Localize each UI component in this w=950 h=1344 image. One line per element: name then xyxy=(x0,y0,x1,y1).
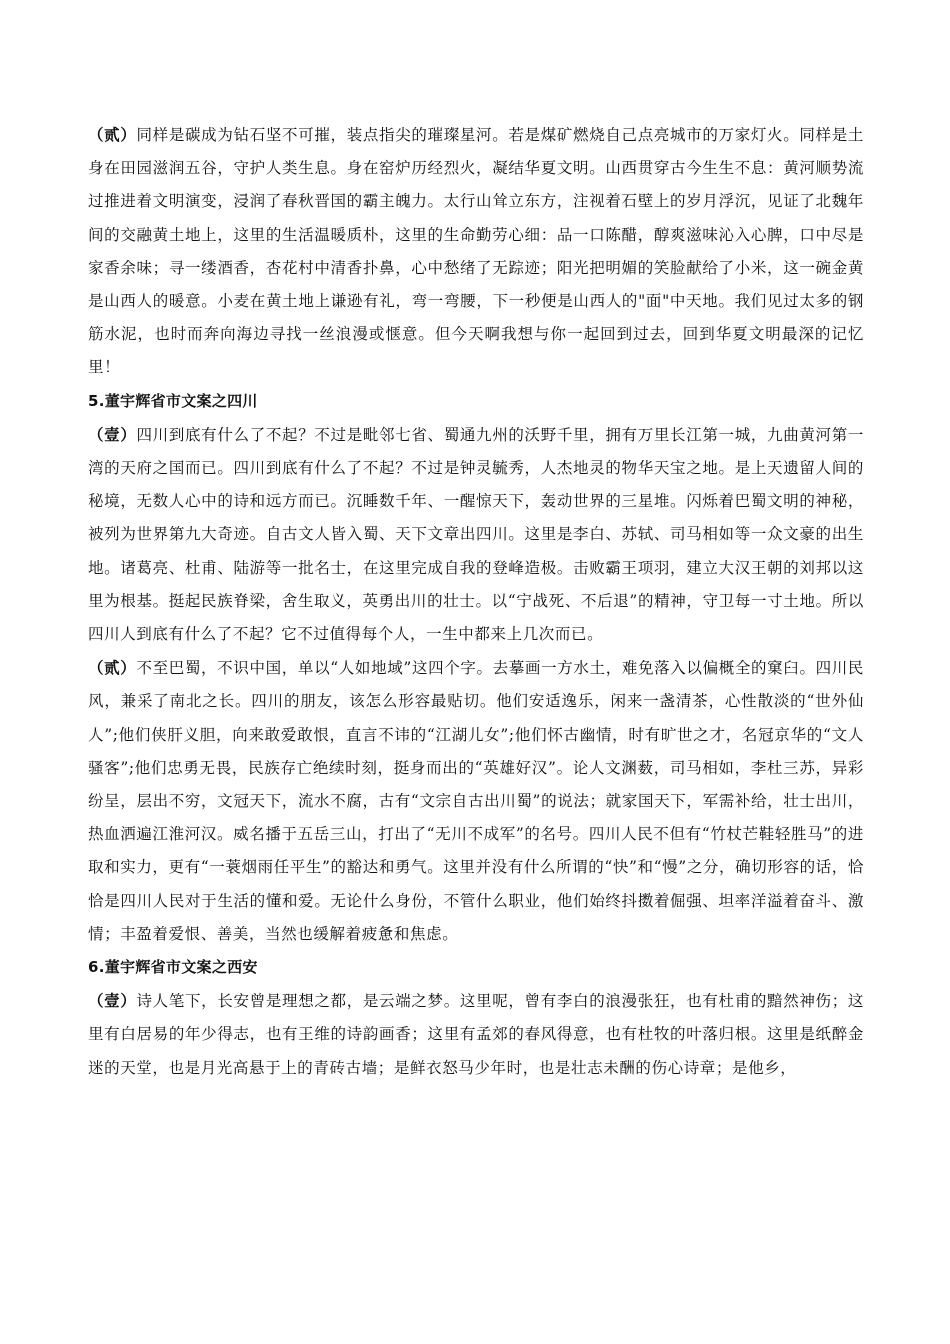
document-body xyxy=(88,118,864,1085)
sichuan-paragraph-1 xyxy=(88,418,864,651)
paragraph-marker: （贰） xyxy=(88,125,137,144)
section-heading-sichuan: 5.董宇辉省市文案之四川 xyxy=(88,391,258,410)
section-heading-xian: 6.董宇辉省市文案之西安 xyxy=(88,958,258,977)
paragraph-text: 四川到底有什么了不起？不过是毗邻七省、蜀通九州的沃野千里，拥有万里长江第一城，九曲黄河第一湾的天府之国而已。四川到底有什么了不起？不过是钟灵毓秀，人杰地灵的物华天宝之地。是上天遗留人间的秘境，无数人心中的诗和远方而已。沉睡数千年、一醒惊天下，轰动世界的三星堆。闪烁着巴蜀文明的神秘，被列为世界第九大奇迹。自古文人皆入蜀、天下文章出四川。这里是李白、苏轼、司马相如等一众文豪的出生地。诸葛亮、杜甫、陆游等一批名士，在这里完成自我的登峰造极。击败霸王项羽，建立大汉王朝的刘邦以这里为根基。挺起民族脊梁，舍生取义，英勇出川的壮士。以“宁战死、不后退”的精神，守卫每一寸土地。所以四川人到底有什么了不起？它不过值得每个人，一生中都来上几次而已。 xyxy=(88,425,864,644)
paragraph-text: 同样是碳成为钻石坚不可摧，装点指尖的璀璨星河。若是煤矿燃烧自己点亮城市的万家灯火。同样是土身在田园滋润五谷，守护人类生息。身在窑炉历经烈火，凝结华夏文明。山西贯穿古今生生不息：黄河顺势流过推进着文明演变，浸润了春秋晋国的霸主魄力。太行山耸立东方，注视着石壁上的岁月浮沉，见证了北魏年间的交融黄土地上，这里的生活温暖质朴，这里的生命勤劳心细：品一口陈醋，醇爽滋味沁入心脾，口中尽是家香余味；寻一缕酒香，杏花村中清香扑鼻，心中愁绪了无踪迹；阳光把明媚的笑脸献给了小米，这一碗金黄是山西人的暖意。小麦在黄土地上谦逊有礼，弯一弯腰，下一秒便是山西人的"面"中天地。我们见过太多的钢筋水泥，也时而奔向海边寻找一丝浪漫或惬意。但今天啊我想与你一起回到过去，回到华夏文明最深的记忆里！ xyxy=(88,126,864,377)
paragraph-marker: （壹） xyxy=(88,424,137,444)
paragraph-text: 不至巴蜀，不识中国，单以“人如地域”这四个字。去摹画一方水土，难免落入以偏概全的窠臼。四川民风，兼采了南北之长。四川的朋友，该怎么形容最贴切。他们安适逸乐，闲来一盏清茶，心性散淡的“世外仙人”;他们侠肝义胆，向来敢爱敢恨，直言不讳的“江湖儿女”;他们怀古幽情，时有旷世之才，名冠京华的“文人骚客”;他们忠勇无畏，民族存亡绝续时刻，挺身而出的“英雄好汉”。论人文渊薮，司马相如，李杜三苏，异彩纷呈，层出不穷，文冠天下，流水不腐，古有“文宗自古出川蜀”的说法；就家国天下，军需补给，壮士出川，热血洒遍江淮河汉。威名播于五岳三山，打出了“无川不成军”的名号。四川人民不但有“竹杖芒鞋轻胜马”的进取和实力，更有“一蓑烟雨任平生”的豁达和勇气。这里并没有什么所谓的“快”和“慢”之分，确切形容的话，恰恰是四川人民对于生活的懂和爱。无论什么身份，不管什么职业，他们始终抖擞着倔强、坦率洋溢着奋斗、激情；丰盈着爱恨、善美，当然也缓解着疲惫和焦虑。 xyxy=(88,659,864,943)
paragraph-marker: （贰） xyxy=(88,658,137,678)
paragraph-marker: （壹） xyxy=(88,991,137,1011)
paragraph-text: 诗人笔下，长安曾是理想之都，是云端之梦。这里呢，曾有李白的浪漫张狂，也有杜甫的黯然神伤；这里有白居易的年少得志，也有王维的诗韵画香；这里有孟郊的春风得意，也有杜牧的叶落归根。这里是纸醉金迷的天堂，也是月光高悬于上的青砖古墙；是鲜衣怒马少年时，也是壮志未酬的伤心诗章；是他乡， xyxy=(88,992,864,1077)
xian-paragraph-1 xyxy=(88,984,864,1085)
shanxi-paragraph-2 xyxy=(88,118,864,385)
sichuan-paragraph-2 xyxy=(88,651,864,951)
